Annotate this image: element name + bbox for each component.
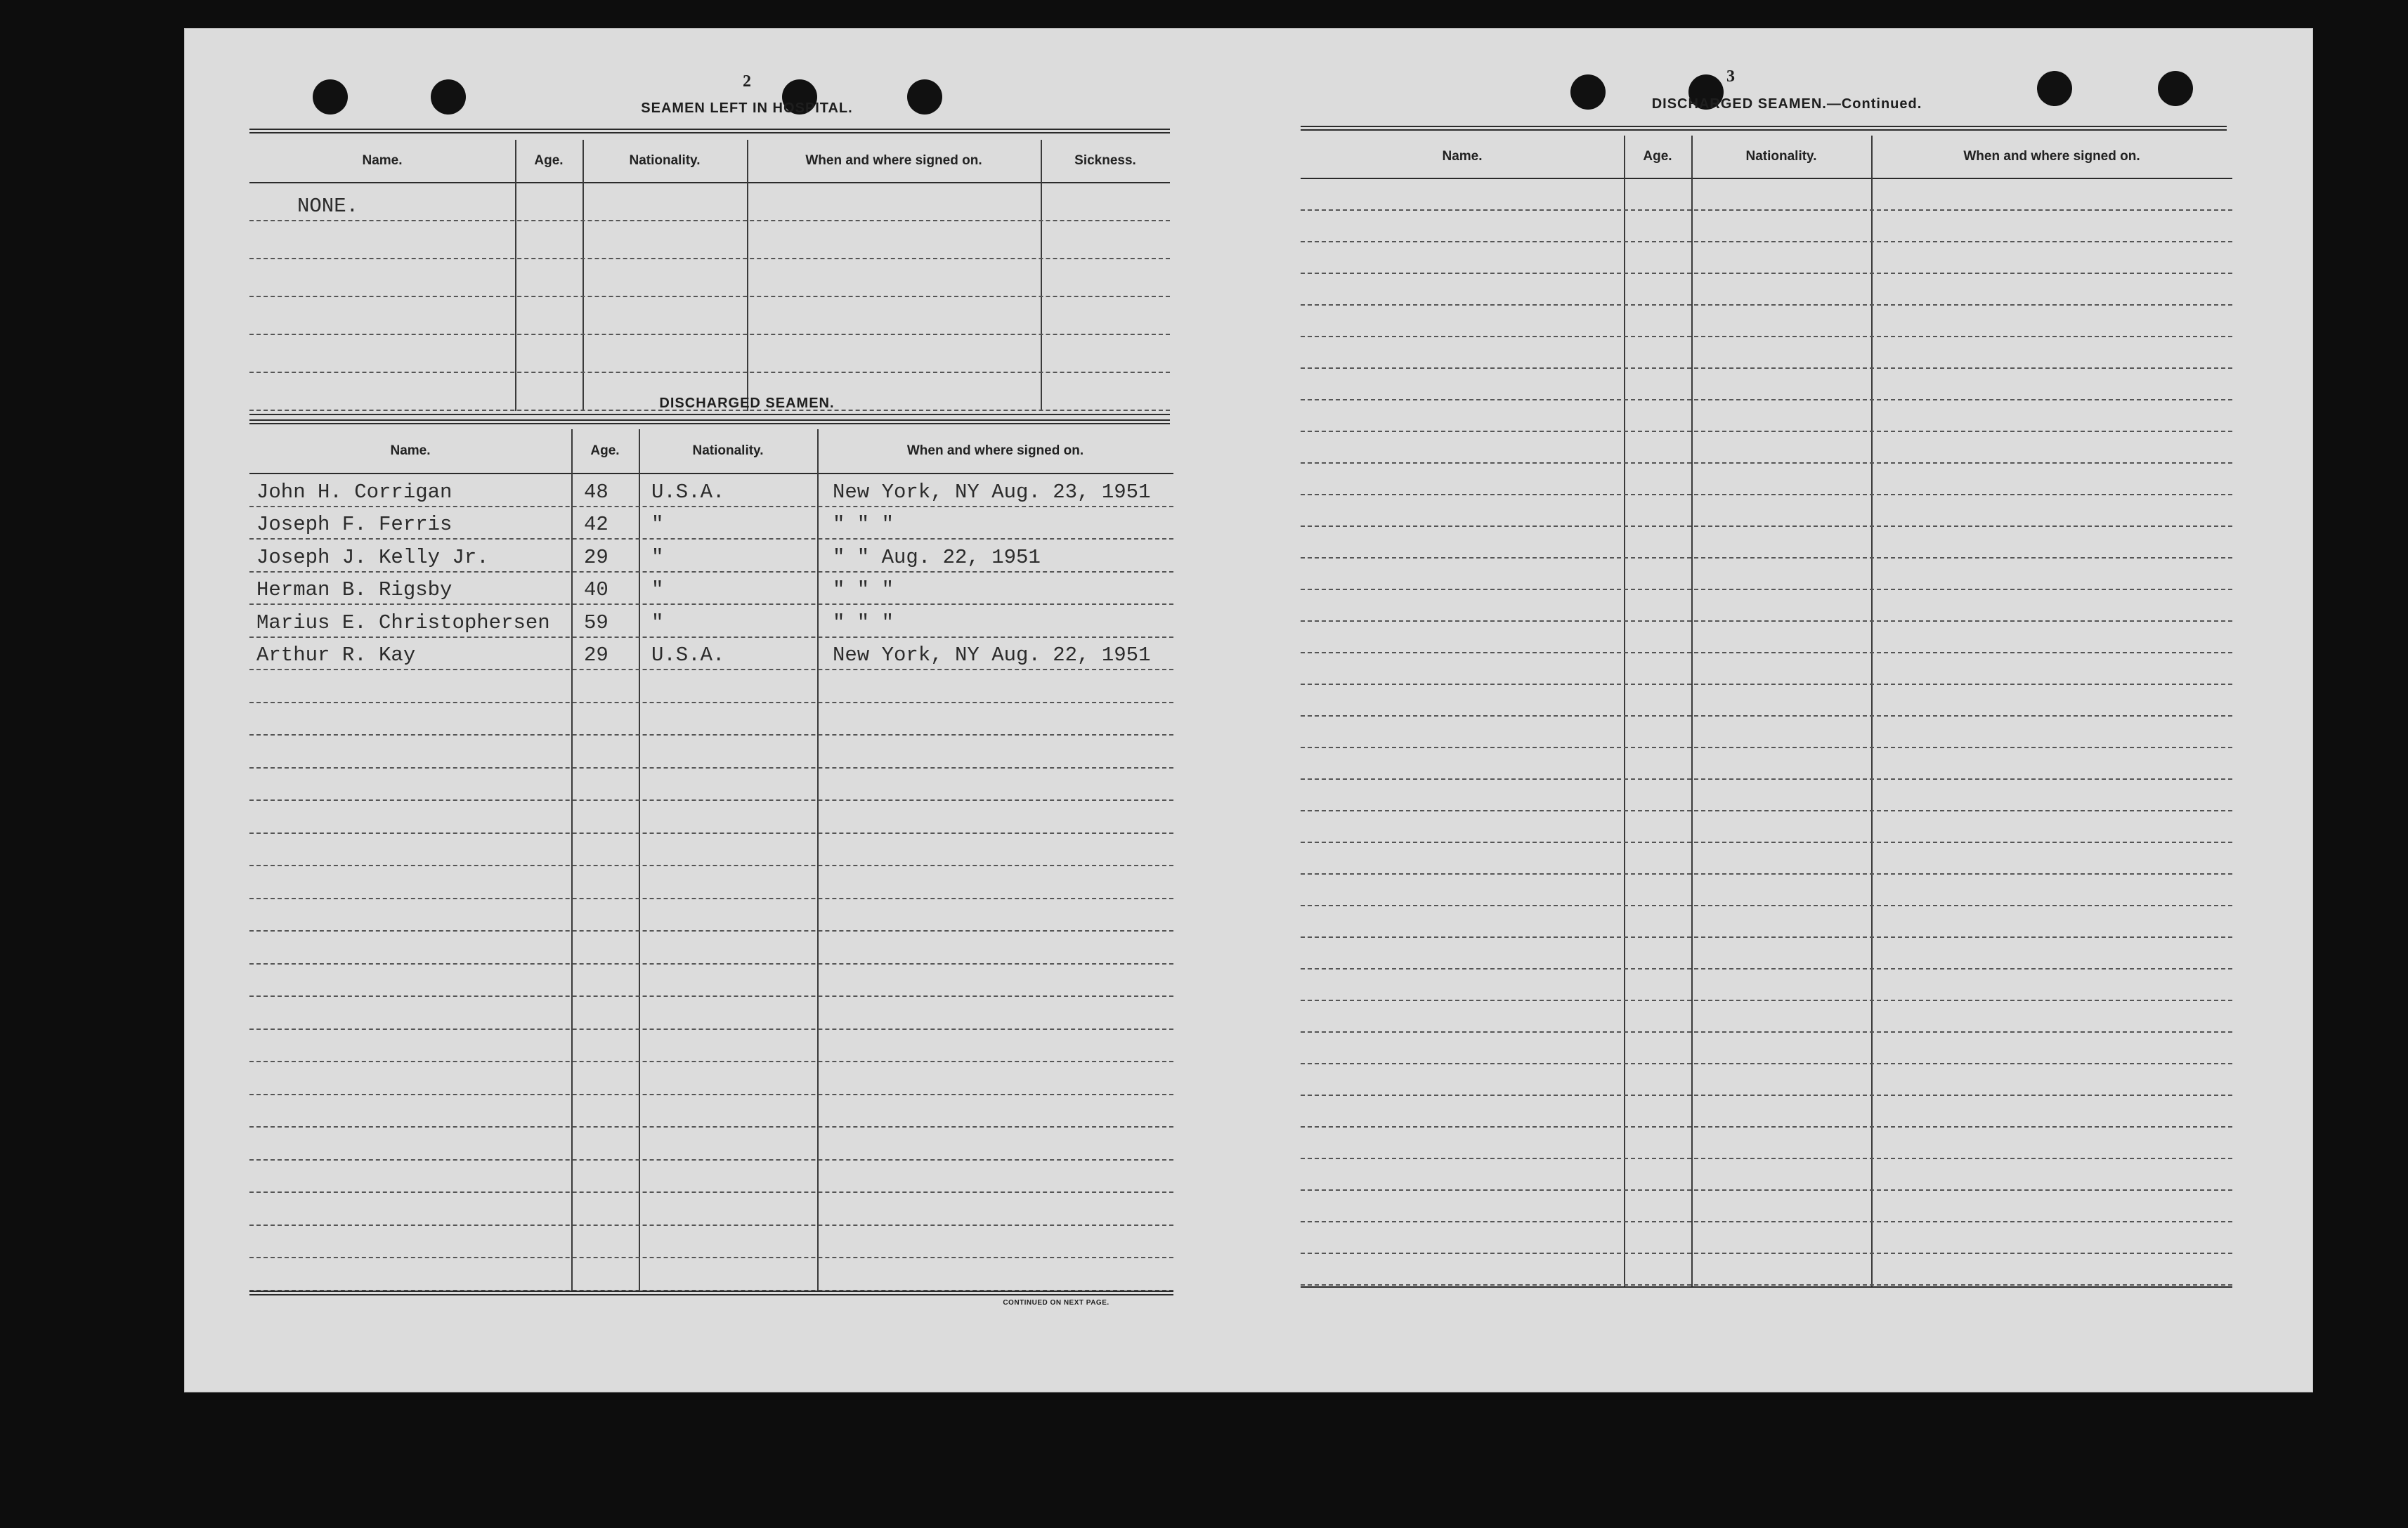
table-row	[1301, 905, 2232, 938]
age-cell: 29	[584, 644, 608, 667]
discharged-table-header	[249, 429, 1173, 474]
discharged-seamen-title: DISCHARGED SEAMEN.	[659, 396, 835, 411]
col-header-nationality: Nationality.	[1745, 149, 1817, 164]
left-title-rule	[249, 129, 1170, 133]
table-row	[249, 702, 1173, 736]
table-row	[1301, 652, 2232, 685]
table-row	[1301, 873, 2232, 906]
table-row	[249, 220, 1170, 259]
signed-on-cell: New York, NY Aug. 23, 1951	[833, 480, 1151, 504]
col-header-age: Age.	[1643, 149, 1672, 164]
table-row	[1301, 399, 2232, 432]
age-cell: 48	[584, 480, 608, 504]
table-row	[249, 636, 1173, 671]
table-row	[1301, 1158, 2232, 1191]
signed-on-cell: " " "	[833, 513, 894, 536]
table-row	[1301, 494, 2232, 527]
col-header-nationality: Nationality.	[629, 153, 701, 168]
age-cell: 59	[584, 610, 608, 634]
table-row	[1301, 968, 2232, 1001]
left-page-number: 2	[743, 72, 751, 91]
hospital-bottom-rule	[249, 414, 1170, 415]
table-row	[1301, 684, 2232, 717]
signed-on-cell: " " Aug. 22, 1951	[833, 545, 1041, 569]
table-row	[1301, 209, 2232, 242]
table-row	[249, 865, 1173, 899]
table-row	[249, 1094, 1173, 1128]
table-row	[249, 1191, 1173, 1226]
table-row	[1301, 1189, 2232, 1222]
col-header-signed-on: When and where signed on.	[1963, 149, 2140, 164]
table-row	[1301, 1063, 2232, 1096]
table-row	[1301, 525, 2232, 559]
table-row	[249, 1225, 1173, 1259]
table-row	[249, 767, 1173, 802]
punch-hole	[2037, 71, 2072, 106]
hospital-table	[249, 140, 1170, 411]
continued-rows	[1301, 178, 2232, 1286]
nationality-cell: U.S.A.	[651, 480, 725, 504]
table-row	[1301, 304, 2232, 337]
table-row	[249, 734, 1173, 769]
table-row	[1301, 620, 2232, 653]
table-row	[1301, 810, 2232, 843]
table-row	[1301, 1000, 2232, 1033]
age-cell: 42	[584, 513, 608, 536]
name-cell: Joseph F. Ferris	[256, 513, 453, 536]
table-row	[1301, 747, 2232, 780]
nationality-cell: U.S.A.	[651, 644, 725, 667]
punch-hole	[431, 79, 466, 115]
table-row	[249, 603, 1173, 638]
table-row	[249, 571, 1173, 606]
table-row	[249, 1029, 1173, 1063]
name-cell: Joseph J. Kelly Jr.	[256, 545, 489, 569]
table-row	[249, 898, 1173, 932]
nationality-cell: "	[651, 578, 664, 601]
manifest-sheet	[184, 28, 2313, 1392]
table-row	[249, 258, 1170, 297]
table-row	[249, 473, 1173, 507]
table-row	[1301, 936, 2232, 969]
col-header-age: Age.	[590, 443, 620, 458]
age-cell: 29	[584, 545, 608, 569]
discharged-bottom-rule	[249, 1291, 1173, 1295]
table-row	[1301, 178, 2232, 211]
col-header-sickness: Sickness.	[1074, 153, 1136, 168]
table-row	[1301, 1221, 2232, 1254]
nationality-cell: "	[651, 513, 664, 536]
table-row	[1301, 715, 2232, 748]
table-row	[1301, 557, 2232, 590]
table-row	[1301, 431, 2232, 464]
signed-on-cell: " " "	[833, 610, 894, 634]
name-cell: Herman B. Rigsby	[256, 578, 453, 601]
right-bottom-rule	[1301, 1286, 2232, 1288]
table-row	[1301, 1031, 2232, 1064]
table-row	[1301, 462, 2232, 495]
table-row	[1301, 589, 2232, 622]
punch-hole	[2158, 71, 2193, 106]
name-cell: Arthur R. Kay	[256, 644, 416, 667]
nationality-cell: "	[651, 610, 664, 634]
table-row	[1301, 842, 2232, 875]
col-header-signed-on: When and where signed on.	[805, 153, 982, 168]
table-row	[249, 832, 1173, 867]
table-row	[249, 669, 1173, 703]
table-row	[249, 1159, 1173, 1194]
nationality-cell: "	[651, 545, 664, 569]
table-row	[249, 182, 1170, 221]
age-cell: 40	[584, 578, 608, 601]
punch-hole	[313, 79, 348, 115]
table-row	[249, 995, 1173, 1030]
table-row	[1301, 778, 2232, 811]
table-row	[1301, 1095, 2232, 1128]
col-header-signed-on: When and where signed on.	[906, 443, 1084, 458]
table-row	[1301, 1253, 2232, 1286]
discharged-title-rule	[249, 419, 1170, 424]
col-header-name: Name.	[362, 153, 403, 168]
hospital-rows	[249, 182, 1170, 411]
table-row	[249, 1257, 1173, 1291]
table-row	[1301, 336, 2232, 369]
right-page-number: 3	[1726, 67, 1735, 86]
table-row	[249, 538, 1173, 573]
table-row	[249, 1126, 1173, 1161]
table-row	[1301, 1126, 2232, 1159]
table-row	[249, 963, 1173, 998]
right-title-rule	[1301, 126, 2227, 131]
continued-table-header	[1301, 136, 2232, 179]
hospital-table-header	[249, 140, 1170, 183]
signed-on-cell: " " "	[833, 578, 894, 601]
table-row	[249, 930, 1173, 965]
table-row	[249, 1061, 1173, 1095]
discharged-rows	[249, 473, 1173, 1291]
table-row	[249, 506, 1173, 540]
col-header-age: Age.	[534, 153, 564, 168]
name-cell: Marius E. Christophersen	[256, 610, 550, 634]
name-cell: John H. Corrigan	[256, 480, 453, 504]
right-page-title: DISCHARGED SEAMEN.—Continued.	[1651, 96, 1922, 112]
table-row	[1301, 367, 2232, 400]
table-row	[249, 799, 1173, 834]
discharged-seamen-table	[249, 429, 1173, 1291]
left-page-title: SEAMEN LEFT IN HOSPITAL.	[641, 100, 853, 116]
table-row	[249, 296, 1170, 335]
col-header-name: Name.	[1442, 149, 1483, 164]
discharged-continued-table	[1301, 136, 2232, 1286]
name-cell: NONE.	[297, 195, 359, 218]
table-row	[249, 334, 1170, 373]
continued-note: CONTINUED ON NEXT PAGE.	[1003, 1299, 1109, 1307]
signed-on-cell: New York, NY Aug. 22, 1951	[833, 644, 1151, 667]
col-header-name: Name.	[390, 443, 431, 458]
col-header-nationality: Nationality.	[692, 443, 764, 458]
table-row	[1301, 241, 2232, 274]
table-row	[1301, 273, 2232, 306]
